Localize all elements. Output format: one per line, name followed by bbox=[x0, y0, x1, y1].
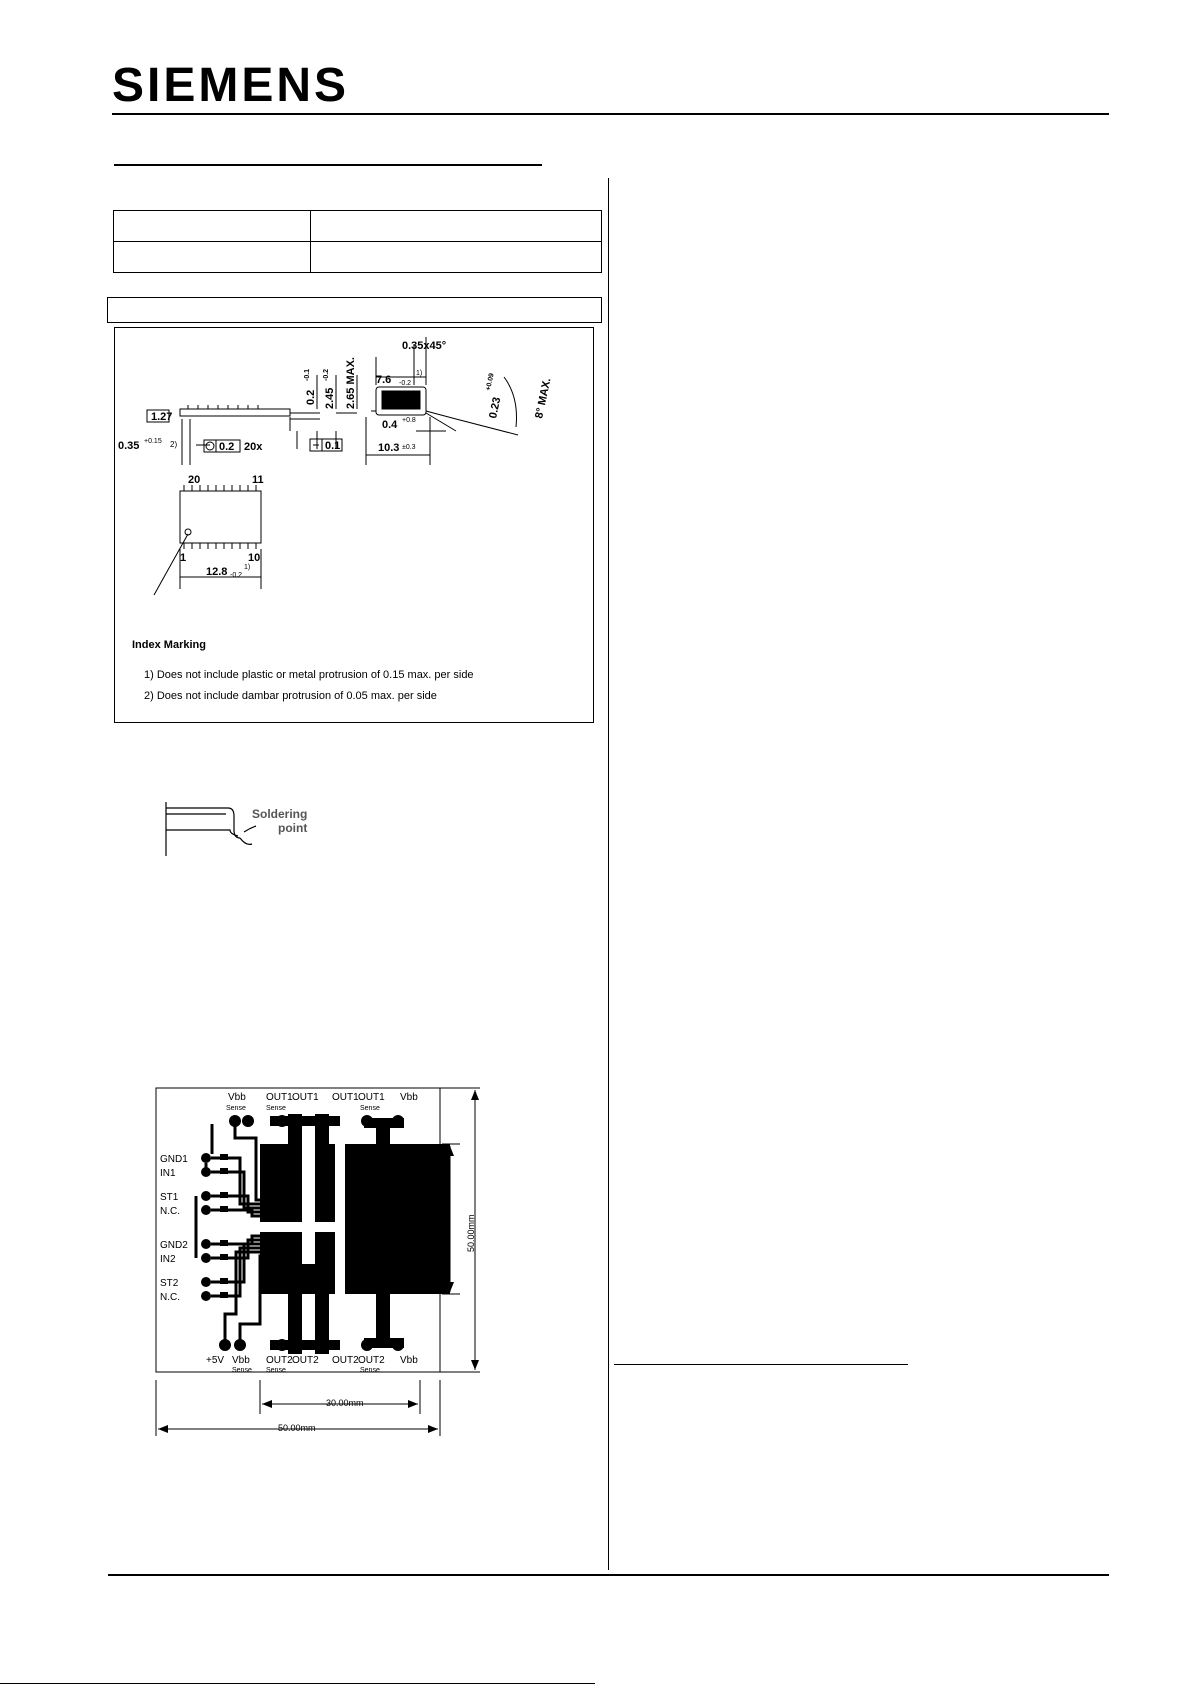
top-view-leads-bottom bbox=[184, 543, 256, 549]
dim-10-3-label: 10.3 bbox=[378, 442, 400, 454]
dim-chamfer-label: 0.35x45° bbox=[402, 340, 447, 352]
dim-lead-width-label: 0.35 bbox=[118, 440, 140, 452]
dim-2-45-tol: -0.2 bbox=[323, 368, 330, 381]
pcb-dim-50-h: 50.00mm bbox=[278, 1423, 316, 1433]
pcb-top-label: OUT1 bbox=[358, 1092, 385, 1103]
pcb-top-sense: Sense bbox=[226, 1105, 246, 1112]
pcb-left-label: GND1 bbox=[160, 1154, 188, 1165]
pcb-top-sense: Sense bbox=[360, 1105, 380, 1112]
info-table-cell bbox=[310, 210, 602, 242]
pcb-bottom-label: OUT2 bbox=[266, 1355, 293, 1366]
pcb-bottom-label: Vbb bbox=[400, 1355, 418, 1366]
pcb-dim-30-h: 30.00mm bbox=[326, 1398, 364, 1408]
dim-12-8-note: 1) bbox=[244, 564, 251, 571]
pcb-bottom-label: OUT2 bbox=[292, 1355, 319, 1366]
pcb-dim-50-v: 50.00mm bbox=[466, 1214, 476, 1252]
package-outline-drawing bbox=[114, 327, 592, 721]
siemens-logo: SIEMENS bbox=[112, 59, 350, 112]
dim-lead-width-tol: +0.15 bbox=[144, 438, 162, 445]
dim-lead-width-note: 2) bbox=[170, 440, 178, 449]
dim-position-tol: 0.2 bbox=[219, 441, 235, 453]
pcb-bottom-sense: Sense bbox=[360, 1367, 380, 1374]
dim-12-8-tol: -0.2 bbox=[230, 572, 243, 579]
pcb-left-label: N.C. bbox=[160, 1206, 180, 1217]
pcb-top-label: OUT1 bbox=[266, 1092, 293, 1103]
index-marking-label: Index Marking bbox=[132, 639, 206, 651]
dim-20x-label: 20x bbox=[244, 441, 263, 453]
right-section-rule bbox=[614, 1364, 908, 1365]
dim-12-8-label: 12.8 bbox=[206, 566, 228, 578]
dim-2-65-label: 2.65 MAX. bbox=[345, 357, 357, 409]
note-1: 1) Does not include plastic or metal protrusion of 0.15 max. per side bbox=[144, 669, 474, 681]
pcb-bottom-sense: Sense bbox=[232, 1367, 252, 1374]
column-divider bbox=[608, 178, 609, 1570]
pcb-bottom-label: OUT2 bbox=[358, 1355, 385, 1366]
pcb-top-label: OUT1 bbox=[292, 1092, 319, 1103]
dim-angle-label: 8° MAX. bbox=[533, 376, 554, 420]
dim-0-2-label: 0.2 bbox=[305, 389, 317, 405]
dim-flatness: 0.1 bbox=[325, 440, 341, 452]
header-rule bbox=[112, 113, 1109, 115]
dim-pitch-label: 1.27 bbox=[151, 411, 173, 423]
dim-0-23-tol: +0.09 bbox=[485, 372, 496, 392]
dim-7-6-note: 1) bbox=[416, 370, 423, 377]
pin-1-label: 1 bbox=[180, 552, 187, 564]
info-table-cell bbox=[113, 210, 311, 242]
dim-0-4-tol: +0.8 bbox=[402, 417, 416, 424]
dim-7-6-tol: -0.2 bbox=[399, 380, 412, 387]
soldering-point-drawing bbox=[160, 800, 330, 860]
pcb-bottom-sense: Sense bbox=[266, 1367, 286, 1374]
pin-20-label: 20 bbox=[188, 474, 201, 486]
pcb-layout-drawing bbox=[150, 1084, 520, 1444]
bottom-edge-rule bbox=[0, 1683, 595, 1684]
dim-7-6-label: 7.6 bbox=[376, 374, 392, 386]
pcb-bottom-label: +5V bbox=[206, 1355, 225, 1366]
dim-2-45-label: 2.45 bbox=[324, 387, 336, 409]
pcb-top-sense: Sense bbox=[266, 1105, 286, 1112]
side-view-leads bbox=[188, 405, 258, 409]
pcb-left-label: IN2 bbox=[160, 1254, 176, 1265]
info-table-cell bbox=[310, 241, 602, 273]
info-table-cell bbox=[113, 241, 311, 273]
footer-rule bbox=[108, 1574, 1109, 1576]
soldering-label-1: Soldering bbox=[252, 807, 308, 821]
pcb-left-label: N.C. bbox=[160, 1292, 180, 1303]
pin-10-label: 10 bbox=[248, 552, 261, 564]
dim-0-23-label: 0.23 bbox=[487, 396, 504, 420]
pin-11-label: 11 bbox=[252, 474, 264, 486]
pcb-top-label: Vbb bbox=[400, 1092, 418, 1103]
pcb-top-label: OUT1 bbox=[332, 1092, 359, 1103]
pcb-bottom-label: Vbb bbox=[232, 1355, 250, 1366]
dim-0-4-label: 0.4 bbox=[382, 419, 398, 431]
section-rule bbox=[114, 164, 542, 166]
pcb-left-label: ST1 bbox=[160, 1192, 179, 1203]
pcb-bottom-label: OUT2 bbox=[332, 1355, 359, 1366]
pcb-top-label: Vbb bbox=[228, 1092, 246, 1103]
soldering-label-2: point bbox=[278, 821, 308, 835]
dim-0-2-tol: -0.1 bbox=[304, 368, 311, 381]
pcb-dim-30-v: 30.00mm bbox=[442, 1212, 452, 1250]
pcb-left-label: ST2 bbox=[160, 1278, 179, 1289]
pcb-left-label: IN1 bbox=[160, 1168, 176, 1179]
dim-10-3-tol: ±0.3 bbox=[402, 444, 416, 451]
package-heading-box bbox=[107, 297, 602, 323]
pcb-left-label: GND2 bbox=[160, 1240, 188, 1251]
note-2: 2) Does not include dambar protrusion of 0.05 max. per side bbox=[144, 690, 437, 702]
